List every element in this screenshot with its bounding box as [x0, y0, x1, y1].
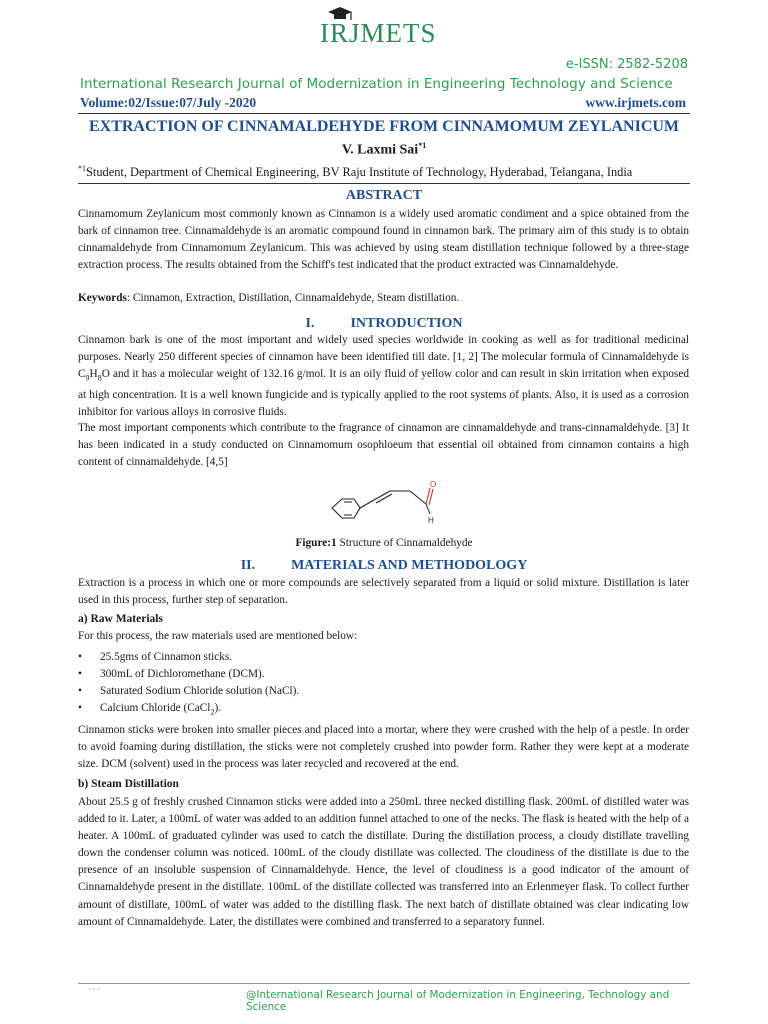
bullet-4: •	[78, 702, 82, 714]
aldehyde-h-bond	[426, 504, 430, 514]
formula-sub-1: 9	[85, 373, 90, 383]
figure-caption-text: Structure of Cinnamaldehyde	[336, 537, 473, 549]
author-mark: *1	[418, 141, 427, 150]
methods-heading	[78, 558, 690, 574]
intro-p1-c: O and it has a molecular weight of 132.16 g/mol. It is an oily fluid of yellow color and can result in skin irritation when exposed at high concentration. It is a well known fungicide and is typically applied to the root systems of plants. Also, it is used as a corrosion inhibitor for various alloys in corrosive fluids.	[78, 368, 689, 418]
keywords-label: Keywords	[78, 292, 127, 304]
chain-bond-4	[410, 491, 426, 504]
list-item	[78, 651, 232, 663]
author-name: V. Laxmi Sai	[341, 142, 419, 158]
formula-sub-2: 8	[97, 373, 102, 383]
list-item-text-4a: Calcium Chloride (CaCl	[100, 702, 211, 714]
methods-paragraph-1: Extraction is a process in which one or more compounds are selectively separated from a liquid or solid mixture. Distillation is later used in this process, further step of separation.	[78, 577, 689, 607]
header-rule	[78, 113, 690, 114]
hydrogen-atom-label: H	[428, 516, 434, 525]
cacl2-sub: 2	[210, 707, 215, 717]
list-item	[78, 702, 221, 716]
footer-rule	[78, 983, 690, 984]
issn: e-ISSN: 2582-5208	[565, 57, 688, 72]
paper-title: EXTRACTION OF CINNAMALDEHYDE FROM CINNAMOMUM ZEYLANICUM	[88, 118, 680, 135]
figure-structure	[330, 478, 442, 526]
methods-heading-num: II.	[240, 558, 256, 573]
intro-heading-text: INTRODUCTION	[350, 316, 463, 331]
website-link[interactable]: www.irjmets.com	[585, 95, 686, 110]
cinnamaldehyde-structure-diagram	[330, 478, 442, 526]
intro-heading-num: I.	[305, 316, 315, 331]
list-item	[78, 685, 299, 697]
bullet-1: •	[78, 651, 82, 663]
intro-heading	[78, 316, 690, 332]
list-item-text-2: 300mL of Dichloromethane (DCM).	[100, 668, 265, 680]
affiliation	[78, 164, 690, 180]
subheading-steam-distillation: b) Steam Distillation	[78, 778, 179, 790]
intro-p1-a: Cinnamon bark is one of the most important and widely used species worldwide in cooking as well as for traditional medicinal purposes. Nearly 250 different species of cinnamon have been identified till date. [1, 2] The molecular formula of Cinnamaldehyde is C	[78, 334, 689, 381]
oxygen-atom-label: O	[430, 480, 437, 489]
bullet-2: •	[78, 668, 82, 680]
keywords	[78, 292, 690, 304]
keywords-list: : Cinnamon, Extraction, Distillation, Cinnamaldehyde, Steam distillation.	[126, 292, 460, 304]
footer-left-mark: · · ·	[88, 985, 100, 994]
title-rule	[78, 183, 690, 184]
chain-bond-1	[360, 500, 374, 508]
affiliation-text: Student, Department of Chemical Engineering, BV Raju Institute of Technology, Hyderabad, Telangana, India	[86, 165, 633, 180]
journal-logo	[318, 6, 448, 52]
abstract-heading: ABSTRACT	[345, 188, 423, 203]
figure-caption	[78, 537, 690, 549]
intro-paragraph-2: The most important components which contribute to the fragrance of cinnamon are cinnamaldehyde and trans-cinnamaldehyde. [3] It has been indicated in a study conducted on Cinnamomum osophloeum that essential oil obtained from cinnamon contains a high content of cinnamaldehyde. [4,5]	[78, 422, 689, 469]
methods-paragraph-3: About 25.5 g of freshly crushed Cinnamon sticks were added into a 250mL three necked distilling flask. 200mL of distilled water was added to it. Later, a 100mL of water was added to an addition funnel attached to one of the necks. The flask is heated with the help of a heater. A 100mL of graduated cylinder was used to catch the distillate. During the distillation process, a cloudy distillate travelling down the condenser column was noticed. 100mL of the cloudy distillate was collected. The cloudiness of the distillate is due to the presence of an insoluble suspension of Cinnamaldehyde. Hence, the level of cloudiness is a good indicator of the amount of Cinnamaldehyde present in the distillate. 100mL of the distillate collected was transferred into an Erlenmeyer flask. To collect further amount of distillate, 100mL of water was added to the distilling flask. The next batch of distillate obtained was clear indicating low amount of Cinnamaldehyde. Later, the distillates were combined and transferred to a separatory funnel.	[78, 796, 689, 928]
list-item	[78, 668, 265, 680]
footer-text: @International Research Journal of Modernization in Engineering, Technology and Science	[246, 989, 670, 1013]
list-item-text-1: 25.5gms of Cinnamon sticks.	[100, 651, 233, 663]
affiliation-mark: *1	[78, 164, 86, 173]
figure-label: Figure:1	[295, 537, 337, 549]
list-item-text-3: Saturated Sodium Chloride solution (NaCl).	[100, 685, 300, 697]
journal-name: International Research Journal of Modernization in Engineering Technology and Science	[80, 76, 673, 92]
chain-double-bond	[376, 494, 392, 503]
intro-paragraph-1	[78, 332, 689, 421]
methods-paragraph-2: Cinnamon sticks were broken into smaller pieces and placed into a mortar, where they were crushed with the help of a pestle. In order to avoid foaming during distillation, the sticks were not completely crushed into powder form. Rather they were kept at a moderate size. DCM (solvent) used in the process was later recycled and recovered at the end.	[78, 724, 689, 771]
raw-materials-intro: For this process, the raw materials used are mentioned below:	[78, 630, 358, 642]
abstract-text: Cinnamomum Zeylanicum most commonly known as Cinnamon is a widely used aromatic condiment and a spice obtained from the bark of cinnamon tree. Cinnamaldehyde is an aromatic compound found in cinnamon bark. The primary aim of this study is to obtain cinnamaldehyde from Cinnamomum Zeylanicum. This was achieved by using steam distillation technique followed by a three-stage extraction process. The results obtained from the Schiff's test indicated that the product extracted was Cinnamaldehyde.	[78, 208, 689, 272]
methods-heading-text: MATERIALS AND METHODOLOGY	[291, 558, 528, 573]
chain-bond-2	[374, 491, 390, 500]
logo-text: IRJMETS	[320, 18, 437, 48]
bullet-3: •	[78, 685, 82, 697]
subheading-raw-materials: a) Raw Materials	[78, 613, 163, 625]
author	[78, 141, 690, 159]
intro-p1-b: H	[89, 368, 98, 381]
list-item-text-4b: ).	[214, 702, 222, 714]
volume-info: Volume:02/Issue:07/July -2020	[80, 95, 257, 110]
